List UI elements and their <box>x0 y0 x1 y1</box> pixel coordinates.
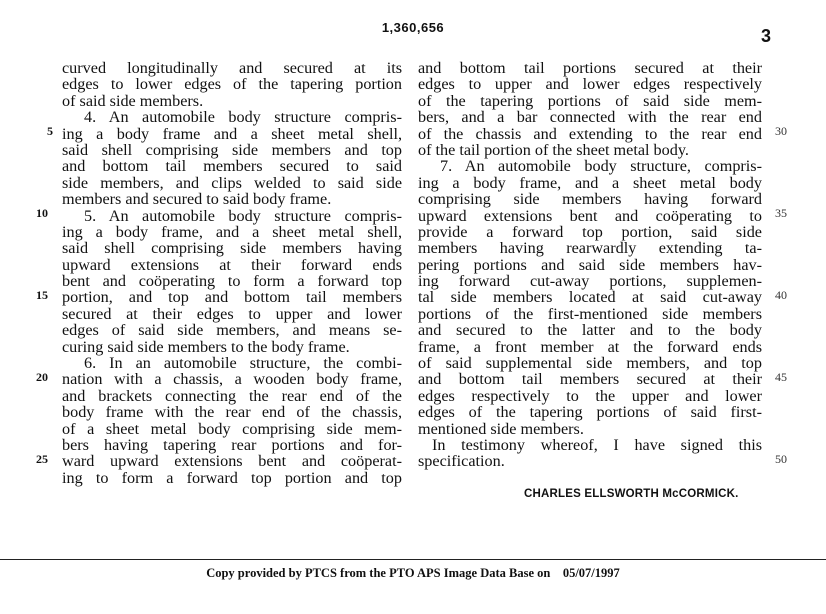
text-line: upward extensions at their forward ends <box>62 255 402 274</box>
text-line: ward upward extensions bent and coöperat- <box>62 452 402 471</box>
text-line: 4. An automobile body structure compris- <box>84 108 402 127</box>
left-text-column <box>62 60 402 486</box>
text-line: provide a forward top portion, said side <box>418 222 762 241</box>
text-line: side members, and clips welded to said side <box>62 173 402 192</box>
text-line: and secured to the latter and to the body <box>418 321 762 340</box>
text-line: tal side members located at said cut-away <box>418 288 762 307</box>
text-line: 6. In an automobile structure, the combi- <box>84 354 402 373</box>
text-line: 5. An automobile body structure compris- <box>84 206 402 225</box>
line-number: 20 <box>36 370 48 384</box>
signature: CHARLES ELLSWORTH McCORMICK. <box>524 488 739 500</box>
text-line: curved longitudinally and secured at its <box>62 59 402 77</box>
text-line: pering portions and said side members hav- <box>418 255 762 274</box>
text-line: members and secured to said body frame. <box>62 190 332 209</box>
line-number: 30 <box>775 124 787 138</box>
text-line: portion, and top and bottom tail members <box>62 288 402 307</box>
text-line: of the tail portion of the sheet metal body. <box>418 140 689 159</box>
text-line: of a sheet metal body comprising side mem- <box>62 419 402 438</box>
text-line: of said side members. <box>62 91 204 110</box>
text-line: ing a body frame, and a sheet metal body <box>418 173 762 192</box>
text-line: edges to lower edges of the tapering portion <box>62 75 402 94</box>
text-line: and bottom tail members secured to said <box>62 157 402 176</box>
text-line: said shell comprising side members and top <box>62 140 402 159</box>
footer-divider <box>0 559 826 560</box>
text-line: of the tapering portions of said side mem- <box>418 91 762 110</box>
footer-copy-notice: Copy provided by PTCS from the PTO APS Image Data Base on 05/07/1997 <box>206 566 620 580</box>
text-line: mentioned side members. <box>418 419 584 438</box>
patent-number: 1,360,656 <box>381 20 445 35</box>
text-line: ing a body frame, and a sheet metal shell, <box>62 222 402 241</box>
text-line: 7. An automobile body structure, compris- <box>440 157 762 176</box>
text-line: edges to upper and lower edges respectively <box>418 75 762 94</box>
text-line: of the chassis and extending to the rear end <box>418 124 762 143</box>
text-line: nation with a chassis, a wooden body frame, <box>62 370 402 389</box>
text-line: curing said side members to the body frame. <box>62 337 350 356</box>
line-number: 40 <box>775 288 787 302</box>
text-line: bers having tapering rear portions and for- <box>62 435 402 454</box>
line-number: 45 <box>775 370 787 384</box>
text-line: said shell comprising side members having <box>62 239 402 258</box>
text-line: and brackets connecting the rear end of the <box>62 386 402 405</box>
text-line: and bottom tail portions secured at their <box>418 59 762 77</box>
text-line: edges respectively to the upper and lower <box>418 386 762 405</box>
text-line: bent and coöperating to form a forward top <box>62 272 402 291</box>
text-line: frame, a front member at the forward ends <box>418 337 762 356</box>
text-line: ing a body frame and a sheet metal shell, <box>62 124 402 143</box>
text-line: secured at their edges to upper and lower <box>62 304 402 323</box>
text-line: In testimony whereof, I have signed this <box>432 435 762 454</box>
text-line: ing to form a forward top portion and top <box>62 468 402 487</box>
page-number: 3 <box>761 26 772 46</box>
text-line: of said supplemental side members, and top <box>418 354 762 373</box>
line-number: 25 <box>36 452 48 466</box>
text-line: and bottom tail members secured at their <box>418 370 762 389</box>
line-number: 15 <box>36 288 48 302</box>
line-number: 35 <box>775 206 787 220</box>
text-line: portions of the first-mentioned side members <box>418 304 762 323</box>
right-text-column <box>418 60 762 470</box>
text-line: specification. <box>418 452 505 471</box>
text-line: upward extensions bent and coöperating to <box>418 206 762 225</box>
text-line: bers, and a bar connected with the rear end <box>418 108 762 127</box>
text-line: ing forward cut-away portions, supplemen- <box>418 272 762 291</box>
text-line: body frame with the rear end of the chassis, <box>62 403 402 422</box>
line-number: 10 <box>36 206 48 220</box>
line-number: 50 <box>775 452 787 466</box>
text-line: members having rearwardly extending ta- <box>418 239 762 258</box>
text-line: comprising side members having forward <box>418 190 762 209</box>
line-number: 5 <box>47 124 53 138</box>
text-line: edges of said side members, and means se- <box>62 321 402 340</box>
text-line: edges of the tapering portions of said first- <box>418 403 762 422</box>
